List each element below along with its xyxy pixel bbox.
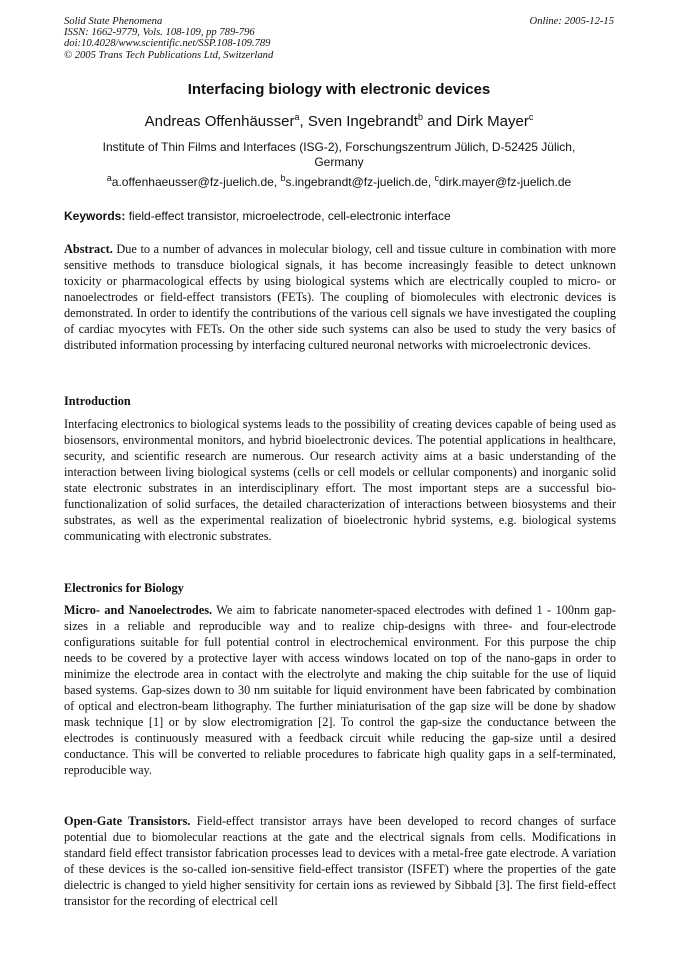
author-affiliation-mark: c (528, 112, 534, 122)
copyright-line: © 2005 Trans Tech Publications Ltd, Switzerland (64, 49, 274, 61)
author-name: Andreas Offenhäusser (144, 113, 295, 130)
open-gate-transistors-label: Open-Gate Transistors. (64, 814, 191, 828)
author-emails (0, 175, 678, 190)
micro-nanoelectrodes-text: We aim to fabricate nanometer-spaced electrodes with defined 1 - 100nm gap-sizes in a reliable and reproducible way and to realize chip-designs with three- and four-electrode configurations suitable for full potential control in electrochemical environment. For this purpose the chip needs to be covered by a protective layer with access windows located on top of the nano-gaps in order to minimize the electrode area in contact with the electrolyte and making the chip suitable for the use of liquid based systems. Gap-sizes down to 30 nm suitable for liquid environment have been fabricated by combination of optical and electron-beam lithography. The further miniaturisation of the gap size will be done by shadow mask technique [1] or by slow electromigration [2]. To control the gap-size the conductance between the electrodes is continuously measured with a feedback circuit while reducing the gap-size until a desired conductance. This will be converted to reliable procedures to fabricate high quality gaps in a self-terminated, reproducible way. (64, 603, 616, 777)
section-heading-introduction: Introduction (64, 394, 131, 408)
keywords-label: Keywords: (64, 209, 126, 223)
publication-metadata (64, 16, 273, 61)
author-list (0, 113, 678, 131)
author-separator: , (299, 113, 308, 130)
micro-nanoelectrodes-paragraph (64, 602, 616, 778)
issn-line: ISSN: 1662-9779, Vols. 108-109, pp 789-796 (64, 27, 255, 39)
email-mark: c (434, 173, 439, 183)
online-date: Online: 2005-12-15 (529, 16, 614, 27)
email-address: s.ingebrandt@fz-juelich.de (285, 175, 428, 189)
email-address: a.offenhaeusser@fz-juelich.de (111, 175, 274, 189)
abstract-text: Due to a number of advances in molecular biology, cell and tissue culture in combination with more sensitive methods to transduce biological signals, it has become increasingly feasible to detect unknown toxicity or pharmacological effects by using biological systems which are electrically coupled to micro- or nanoelectrodes or field-effect transistors (FETs). The coupling of biomolecules with electronic devices is demonstrated. In order to identify the contributions of the various cell signals we have investigated the coupling of cardiac myocytes with FETs. On the other side such systems can also be used to study the very basics of distributed information processing by interfacing cultured neuronal networks with microelectronic devices. (64, 242, 617, 352)
email-separator: , (427, 175, 435, 189)
author-name: Sven Ingebrandt (307, 113, 418, 130)
journal-name: Solid State Phenomena (64, 16, 163, 27)
abstract-label: Abstract. (64, 242, 113, 256)
email-address: dirk.mayer@fz-juelich.de (438, 175, 572, 189)
paper-title: Interfacing biology with electronic devices (187, 81, 491, 98)
open-gate-transistors-paragraph (64, 813, 616, 909)
abstract (64, 241, 616, 353)
micro-nanoelectrodes-label: Micro- and Nanoelectrodes. (64, 603, 213, 617)
email-mark: b (280, 173, 286, 183)
open-gate-transistors-text: Field-effect transistor arrays have been developed to record changes of surface potential due to biomolecular reactions at the gate and the electrical signals from cells. Modifications in standard field effect transistor fabrication processes lead to devices with a metal-free gate electrode. A variation of these devices is the so-called ion-sensitive field-effect transistor (ISFET) where the properties of the gate dielectric is changed to yield higher sensitivity for certain ions as reviewed by Sibbald [3]. The first field-effect transistor for the recording of electrical cell (64, 814, 617, 908)
author-name: Dirk Mayer (456, 113, 529, 130)
keywords-text: field-effect transistor, microelectrode, cell-electronic interface (128, 209, 451, 223)
author-separator: and (422, 113, 457, 130)
author-affiliation-mark: b (417, 112, 423, 122)
section-heading-electronics: Electronics for Biology (64, 581, 184, 595)
keywords (64, 209, 616, 224)
author-affiliation: Institute of Thin Films and Interfaces (ISG-2), Forschungszentrum Jülich, D-52425 Jülich, Germany (102, 140, 576, 169)
introduction-paragraph: Interfacing electronics to biological systems leads to the possibility of creating devices capable of being used as biosensors, environmental monitors, and hybrid bioelectronic devices. The potential applications in healthcare, security, and scientific research are numerous. Our research activity aims at a basic understanding of the interaction between living biological systems (cells or cell models or cellular components) and inorganic solid state electronic substrates in an interdisciplinary effort. The most important steps are a successful bio-functionalization of solid surfaces, the detailed characterization of interactions between biosystems and their substrates, as well as the experimental realization of bioelectronic hybrid systems, e.g. biological systems communicating with electronic substrates. (64, 417, 616, 543)
doi-line: doi:10.4028/www.scientific.net/SSP.108-109.789 (64, 38, 271, 50)
author-affiliation-mark: a (294, 112, 300, 122)
email-mark: a (106, 173, 112, 183)
email-separator: , (273, 175, 281, 189)
